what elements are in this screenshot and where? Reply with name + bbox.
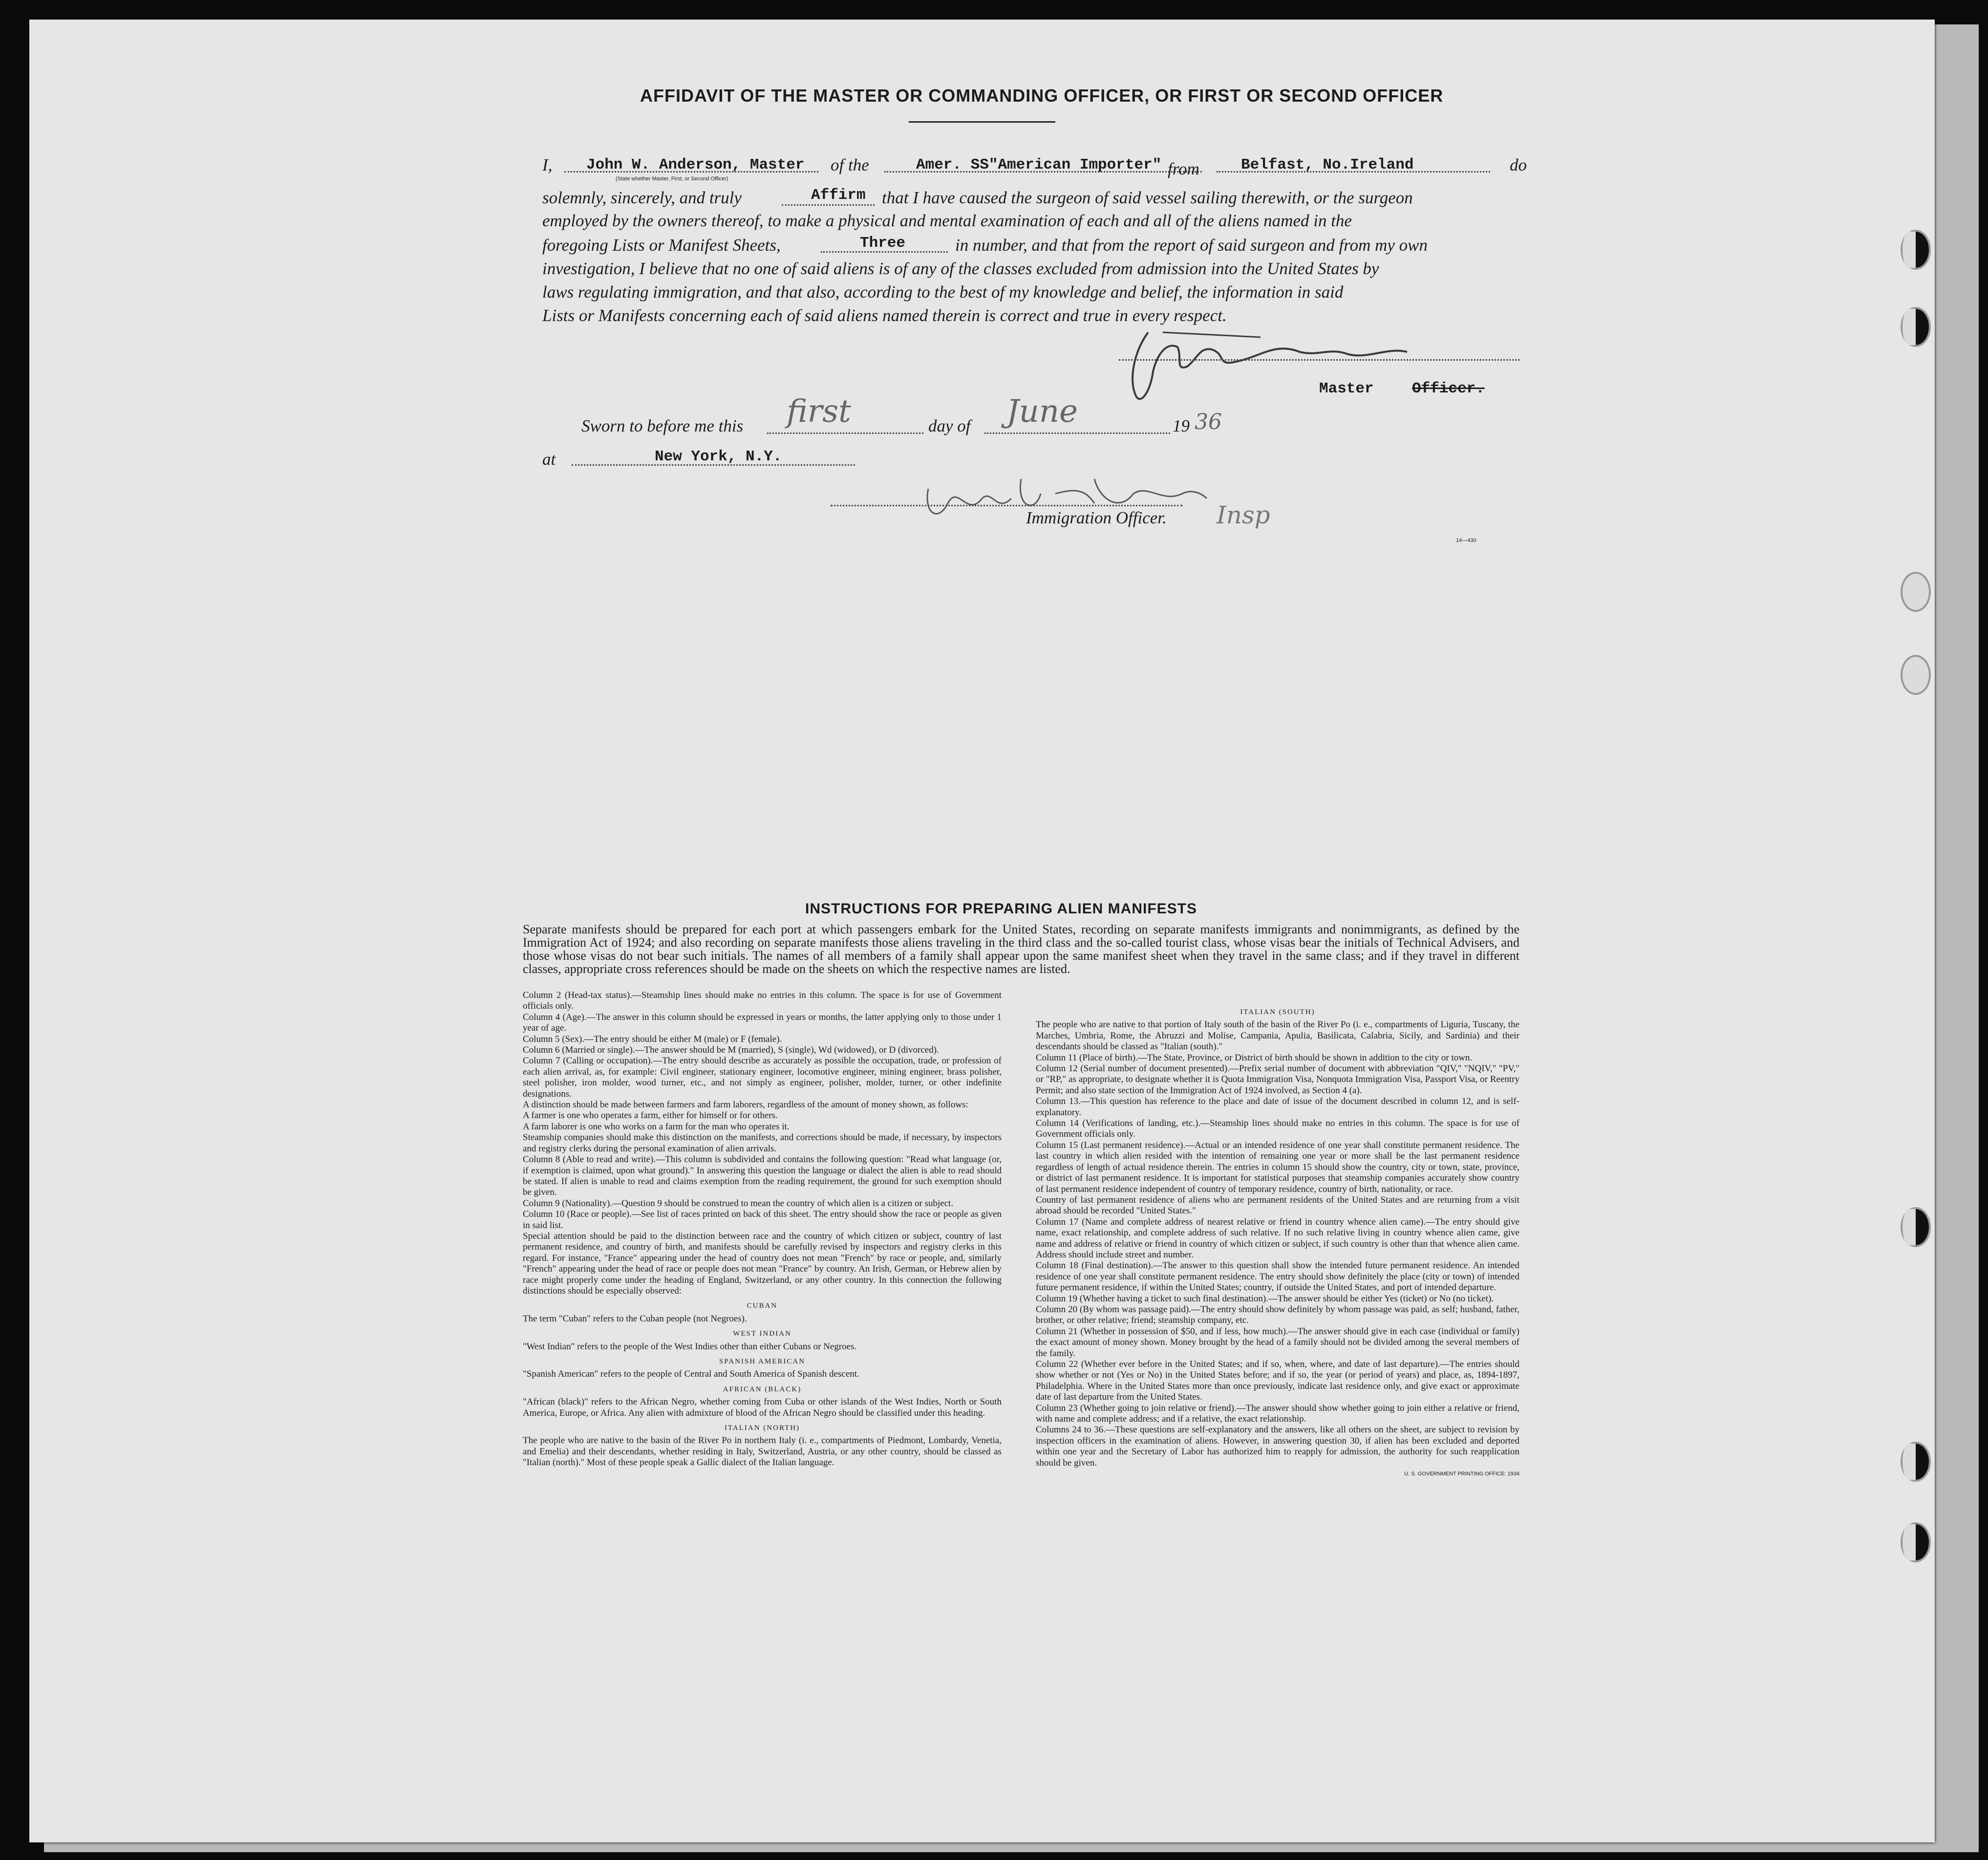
manifest-page — [29, 20, 1935, 1842]
form-number: 14—430 — [1456, 538, 1476, 543]
sworn-month-value: June — [1006, 393, 1078, 430]
right-paragraph: Column 21 (Whether in possession of $50, and if less, how much).—The answer should give in each case (individual or family) the exact amount of money shown. Money brought by the head of a family should not be divided among the several members of the family. — [1036, 1326, 1519, 1359]
signer-title: Master — [1319, 380, 1374, 397]
section-title-italian-south: ITALIAN (SOUTH) — [1240, 1008, 1315, 1016]
right-paragraph: Country of last permanent residence of aliens who are permanent residents of the United States and are returning from a visit abroad should be recorded "United States." — [1036, 1194, 1519, 1216]
oath-field — [782, 204, 875, 206]
binder-hole — [1901, 572, 1931, 612]
oath-word-value: Affirm — [811, 187, 866, 204]
binder-hole — [1901, 1207, 1931, 1247]
binder-hole — [1901, 1442, 1931, 1482]
affidavit-line4-prefix: foregoing Lists or Manifest Sheets, — [542, 236, 781, 255]
affidavit-line1-prefix: I, — [542, 155, 553, 174]
right-paragraph: Column 19 (Whether having a ticket to such final destination).—The answer should be either Yes (ticket) or No (no ticket). — [1036, 1293, 1494, 1304]
section-text-cuban: The term "Cuban" refers to the Cuban people (not Negroes). — [523, 1313, 747, 1324]
instructions-intro: Separate manifests should be prepared for each port at which passengers embark for the United States, recording on separate manifests immigrants and nonimmigrants, as defined by the Immigration Act of 1924; and also recording on separate manifests those aliens traveling in the third class and the so-called tourist class, whose visas bear the initials of Technical Advisers, and those whose visas do not bear such initials. The names of all members of a family shall appear upon the same manifest sheet when they travel in the same class; and if they travel in different classes, appropriate cross references should be made on the sheets on which the respective names are listed. — [523, 922, 1519, 976]
affidavit-line1-from: from — [1168, 159, 1199, 178]
sworn-prefix: Sworn to before me this — [581, 416, 744, 435]
binder-hole — [1901, 655, 1931, 695]
place-value: New York, N.Y. — [655, 448, 782, 465]
right-paragraph: Column 23 (Whether going to join relative or friend).—The answer should show whether going to join either a relative or friend, with name and complete address; and if a relative, the exact relationship. — [1036, 1403, 1519, 1425]
affidavit-line2-rest: that I have caused the surgeon of said vessel sailing therewith, or the surgeon — [882, 188, 1413, 207]
day-of-label: day of — [928, 416, 971, 435]
left-paragraph: Column 8 (Able to read and write).—This column is subdivided and contains the following question: "Read what language (or, if exemption is claimed, upon what ground)." In answering this question the language or dialect the alien is able to read should be stated. If alien is unable to read and claims exemption from the reading requirement, the ground for such exemption should be given. — [523, 1154, 1002, 1198]
right-paragraph: Column 11 (Place of birth).—The State, Province, or District of birth should be shown in addition to the city or town. — [1036, 1052, 1473, 1063]
left-paragraph: Column 10 (Race or people).—See list of races printed on back of this sheet. The entry should show the race or people as given in said list. — [523, 1209, 1002, 1231]
right-paragraph: Column 15 (Last permanent residence).—Actual or an intended residence of one year shall constitute permanent residence. The last country in which alien resided with the intention of remaining one year or more shall be the last permanent residence regardless of length of actual residence therein. The entries in column 15 should show the country, city or town, state, province, or district of last permanent residence. It is important for statistical purposes that steamship companies accurately show country of last permanent residence independent of country of temporary residence, country of birth, nationality, or race. — [1036, 1140, 1519, 1194]
affidavit-line4-rest: in number, and that from the report of said surgeon and from my own — [955, 236, 1428, 255]
right-paragraph: Column 17 (Name and complete address of nearest relative or friend in country whence alien came).—The entry should give name, exact relationship, and complete address of such relative. If no such relative living in country whence alien came, give name and address of relative or friend in country of which citizen or subject, if such country is other than that whence alien came. Address should include street and number. — [1036, 1216, 1519, 1260]
master-signature — [1114, 313, 1432, 411]
affidavit-line7: Lists or Manifests concerning each of said aliens named therein is correct and true in every respect. — [542, 306, 1227, 325]
section-title-west-indian: WEST INDIAN — [733, 1330, 791, 1338]
sworn-day-value: first — [787, 393, 851, 430]
binder-hole — [1901, 230, 1931, 270]
affidavit-line1-of: of the — [831, 155, 869, 174]
right-paragraph: Column 12 (Serial number of document presented).—Prefix serial number of document with abbreviation "QIV," "NQIV," "PV," or "RP," as appropriate, to designate whether it is Quota Immigration Visa, Nonquota Immigration Visa, Passport Visa, or Reentry Permit; and also state section of the Immigration Act of 1924 involved, as Section 4 (a). — [1036, 1063, 1519, 1096]
left-paragraph: A farm laborer is one who works on a farm for the man who operates it. — [523, 1121, 790, 1132]
officer-name-value: John W. Anderson, Master — [586, 156, 805, 173]
left-paragraph: A distinction should be made between farmers and farm laborers, regardless of the amount of money shown, as follows: — [523, 1100, 968, 1110]
at-label: at — [542, 450, 556, 469]
left-paragraph: A farmer is one who operates a farm, either for himself or for others. — [523, 1110, 778, 1121]
section-text-african: "African (black)" refers to the African Negro, whether coming from Cuba or other islands of the West Indies, North or South America, Europe, or Africa. Any alien with admixture of blood of the African Negro should be classified under this heading. — [523, 1397, 1002, 1418]
left-paragraph: Special attention should be paid to the distinction between race and the country of which citizen or subject, country of last permanent residence, and country of birth, and manifests should be carefully revised by inspectors and registry clerks in this regard. For instance, "France" appearing under the head of country does not mean "French" by race or people, and, similarly "French" appearing under the head of race or people does not mean "France" by country. An Irish, German, or Hebrew alien by race might properly come under the heading of England, Switzerland, or any other country. In this connection the following distinctions should be especially observed: — [523, 1231, 1002, 1296]
affidavit-line6: laws regulating immigration, and that also, according to the best of my knowledge and belief, the information in said — [542, 282, 1344, 302]
instructions-heading: INSTRUCTIONS FOR PREPARING ALIEN MANIFESTS — [805, 901, 1197, 917]
right-paragraph: Column 14 (Verifications of landing, etc.).—Steamship lines should make no entries in this column. The space is for use of Government officials only. — [1036, 1118, 1519, 1140]
affidavit-line5: investigation, I believe that no one of said aliens is of any of the classes excluded from admission into the United States by — [542, 259, 1379, 278]
heading-rule — [909, 121, 1055, 123]
section-title-spanish-american: SPANISH AMERICAN — [719, 1358, 806, 1365]
left-paragraph: Column 5 (Sex).—The entry should be either M (male) or F (female). — [523, 1034, 782, 1044]
left-paragraph: Column 7 (Calling or occupation).—The entry should describe as accurately as possible the occupation, trade, or profession of each alien arrival, as, for example: Civil engineer, stationary engineer, locomotive engineer, mining engineer, brass polisher, steel polisher, iron molder, wood turner, etc., and not simply as engineer, polisher, molder, turner, or other indefinite designations. — [523, 1056, 1002, 1099]
right-paragraph: Column 22 (Whether ever before in the United States; and if so, when, where, and date of last departure).—The entries should show whether or not (Yes or No) in the United States before; and if so, the year (or period of years) and place, as, 1894-1897, Philadelphia. Where in the United States more than once previously, indicate last residence only, and give exact or approximate date of last departure from the United States. — [1036, 1359, 1519, 1403]
sheet-count-value: Three — [860, 235, 906, 252]
signer-title-struck: Officer. — [1412, 380, 1485, 397]
year-suffix-value: 36 — [1195, 410, 1222, 434]
master-signature-line — [1119, 359, 1519, 361]
affidavit-heading: AFFIDAVIT OF THE MASTER OR COMMANDING OFFICER, OR FIRST OR SECOND OFFICER — [640, 86, 1444, 106]
immigration-officer-label: Immigration Officer. — [1026, 508, 1167, 527]
affidavit-line1-do: do — [1510, 155, 1527, 174]
right-paragraph: Columns 24 to 36.—These questions are self-explanatory and the answers, like all others on the sheet, are subject to revision by inspection officers in the examination of aliens. However, in answering question 30, if alien has been excluded and deported within one year and the Secretary of Labor has authorized him to reapply for admission, the authority for such reapplication should be given. — [1036, 1425, 1519, 1468]
left-paragraph: Column 2 (Head-tax status).—Steamship lines should make no entries in this column. The space is for use of Government officials only. — [523, 990, 1002, 1012]
right-paragraph: Column 20 (By whom was passage paid).—The entry should show definitely by whom passage was paid, as self; husband, father, brother, or other relative; friend; steamship company, etc. — [1036, 1304, 1519, 1326]
officer-signature-line — [831, 505, 1182, 506]
right-paragraph: Column 13.—This question has reference to the place and date of issue of the document described in column 12, and is self-explanatory. — [1036, 1096, 1519, 1118]
left-paragraph: Column 9 (Nationality).—Question 9 should be construed to mean the country of which alien is a citizen or subject. — [523, 1198, 954, 1209]
section-title-cuban: CUBAN — [747, 1302, 778, 1310]
year-prefix: 19 — [1173, 416, 1190, 435]
binder-hole — [1901, 307, 1931, 347]
left-paragraphs — [523, 990, 1002, 1297]
right-paragraph: Column 18 (Final destination).—The answer to this question shall show the intended future permanent residence. An intended residence of one year shall constitute permanent residence. The entry should show definitely the place (city or town) of intended future permanent residence, if within the United States; country, if outside the United States, and port of intended departure. — [1036, 1260, 1519, 1293]
section-title-italian-north: ITALIAN (NORTH) — [724, 1424, 800, 1432]
section-text-spanish-american: "Spanish American" refers to the people of Central and South America of Spanish descent. — [523, 1369, 859, 1380]
sworn-day-field — [767, 433, 923, 434]
left-paragraph: Column 6 (Married or single).—The answer should be M (married), S (single), Wd (widowed), or D (divorced). — [523, 1045, 939, 1056]
instructions-left-column — [523, 990, 1002, 1469]
printer-note: U. S. GOVERNMENT PRINTING OFFICE: 1934 — [1404, 1471, 1519, 1477]
left-paragraph: Steamship companies should make this distinction on the manifests, and corrections should be made, if necessary, by inspectors and registry clerks during the personal examination of alien arrivals. — [523, 1132, 1002, 1154]
section-title-african: AFRICAN (BLACK) — [723, 1385, 802, 1393]
right-paragraph: The people who are native to that portion of Italy south of the basin of the River Po (i. e., compartments of Liguria, Tuscany, the Marches, Umbria, Rome, the Abruzzi and Molise, Campania, Apulia, Basilicata, Calabria, Sicily, and Sardinia) and their descendants should be classed as "Italian (south)." — [1036, 1019, 1519, 1052]
port-from-value: Belfast, No.Ireland — [1241, 156, 1414, 173]
left-paragraph: Column 4 (Age).—The answer in this column should be expressed in years or months, the latter applying only to those under 1 year of age. — [523, 1012, 1002, 1034]
instructions-right-column — [1036, 1007, 1519, 1479]
section-text-italian-north: The people who are native to the basin of the River Po in northern Italy (i. e., compartments of Piedmont, Lombardy, Venetia, and Emelia) and their descendants, whether residing in Italy, Switzerland, Austria, or any other country, should be classed as "Italian (north)." Most of these people speak a Gallic dialect of the Italian language. — [523, 1435, 1002, 1468]
section-text-west-indian: "West Indian" refers to the people of the West Indies other than either Cubans or Negroes. — [523, 1341, 857, 1352]
affidavit-line2-prefix: solemnly, sincerely, and truly — [542, 188, 742, 207]
vessel-value: Amer. SS"American Importer" — [916, 156, 1162, 173]
officer-note: Insp — [1217, 501, 1270, 529]
affidavit-line3: employed by the owners thereof, to make a physical and mental examination of each and all of the aliens named in the — [542, 211, 1352, 230]
binder-hole — [1901, 1522, 1931, 1562]
officer-title-hint: (State whether Master, First, or Second Officer) — [616, 176, 728, 182]
sworn-month-field — [984, 433, 1170, 434]
